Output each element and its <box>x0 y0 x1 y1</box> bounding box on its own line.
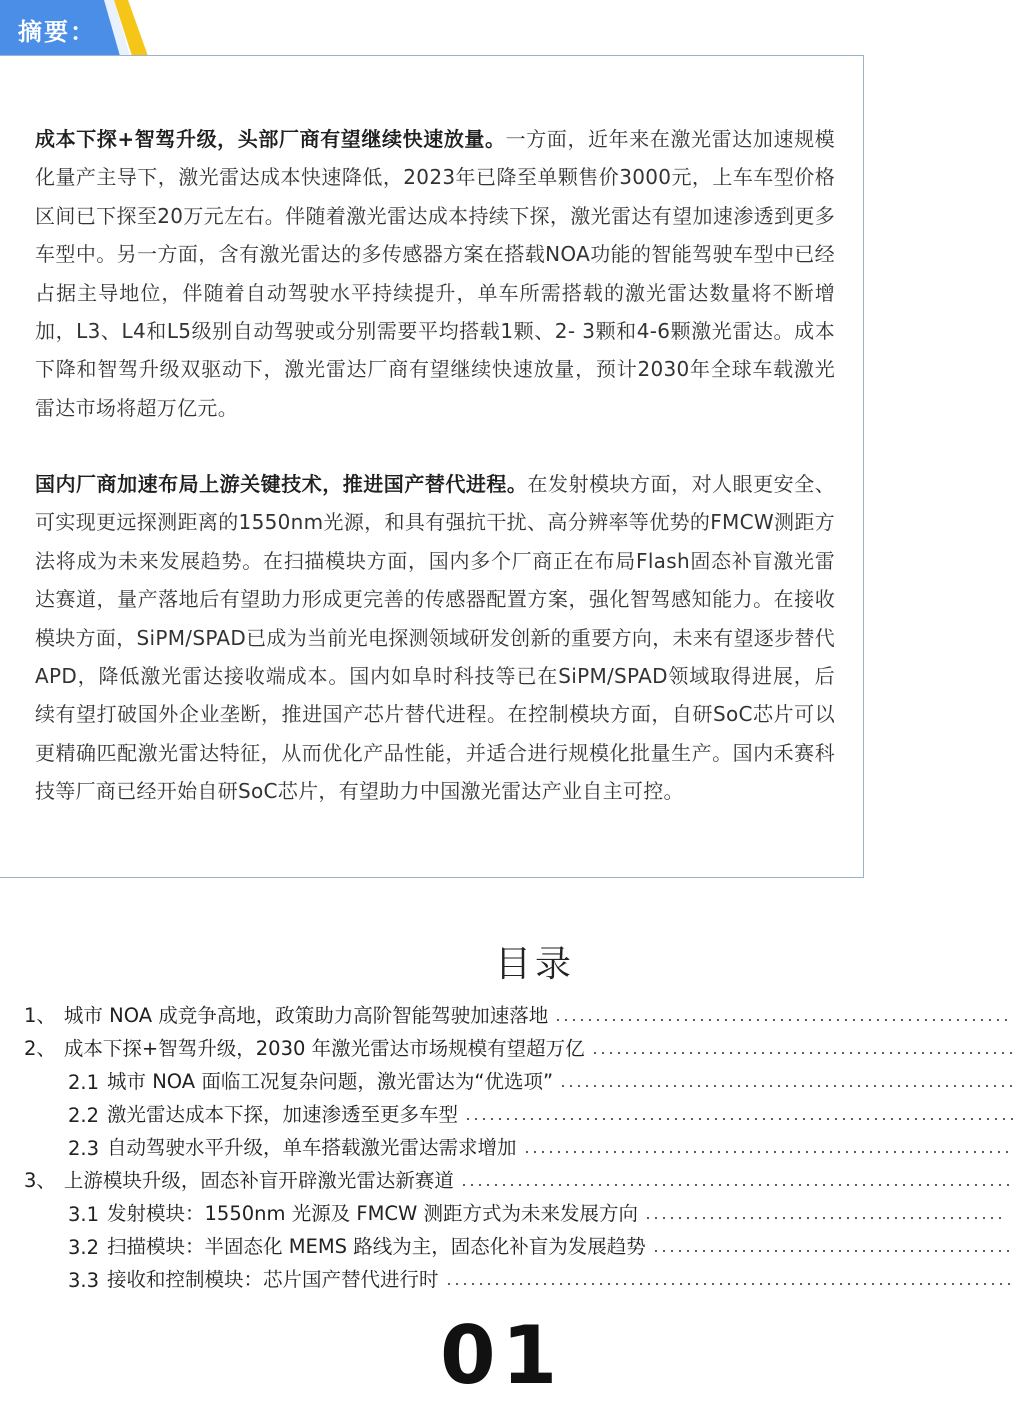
toc-item-title: 接收和控制模块：芯片国产替代进行时 <box>107 1268 439 1291</box>
toc-item-title: 发射模块：1550nm 光源及 FMCW 测距方式为未来发展方向 <box>107 1202 639 1225</box>
toc-item-title: 成本下探+智驾升级，2030 年激光雷达市场规模有望超万亿 <box>63 1037 585 1060</box>
toc-item-number: 2.3 <box>68 1137 100 1160</box>
paragraph-1-lead: 成本下探+智驾升级，头部厂商有望继续快速放量。 <box>35 127 506 151</box>
toc-item-number: 3.1 <box>68 1203 100 1226</box>
paragraph-2-body: 在发射模块方面，对人眼更安全、可实现更远探测距离的1550nm光源，和具有强抗干扰、高分辨率等优势的FMCW测距方法将成为未来发展趋势。在扫描模块方面，国内多个厂商正在布局Flash固态补盲激光雷达赛道，量产落地后有望助力形成更完善的传感器配置方案，强化智驾感知能力。在接收模块方面，SiPM/SPAD已成为当前光电探测领域研发创新的重要方向，未来有望逐步替代APD，降低激光雷达接收端成本。国内如阜时科技等已在SiPM/SPAD领域取得进展，后续有望打破国外企业垄断，推进国产芯片替代进程。在控制模块方面，自研SoC芯片可以更精确匹配激光雷达特征，从而优化产品性能，并适合进行规模化批量生产。国内禾赛科技等厂商已经开始自研SoC芯片，有望助力中国激光雷达产业自主可控。 <box>35 472 836 804</box>
paragraph-2-lead: 国内厂商加速布局上游关键技术，推进国产替代进程。 <box>35 472 528 496</box>
toc-item-title: 城市 NOA 面临工况复杂问题，激光雷达为“优选项” <box>107 1070 554 1093</box>
toc-item-number: 2.2 <box>68 1104 100 1127</box>
toc-dot-leader <box>460 1184 1013 1186</box>
toc-item-title: 城市 NOA 成竞争高地，政策助力高阶智能驾驶加速落地 <box>63 1004 549 1027</box>
toc-dot-leader <box>523 1151 1013 1153</box>
toc-item-2-1[interactable] <box>68 1060 1013 1094</box>
abstract-title: 摘要： <box>18 18 96 46</box>
page-number-fragment: 01 <box>440 1309 564 1402</box>
toc-item-number: 2、 <box>24 1037 56 1060</box>
toc-item-3-3[interactable] <box>68 1258 1013 1292</box>
paragraph-1-body: 一方面，近年来在激光雷达加速规模化量产主导下，激光雷达成本快速降低，2023年已降至单颗售价3000元，上车车型价格区间已下探至20万元左右。伴随着激光雷达成本持续下探，激光雷达有望加速渗透到更多车型中。另一方面，含有激光雷达的多传感器方案在搭载NOA功能的智能驾驶车型中已经占据主导地位，伴随着自动驾驶水平持续提升，单车所需搭载的激光雷达数量将不断增加，L3、L4和L5级别自动驾驶或分别需要平均搭载1颗、2- 3颗和4-6颗激光雷达。成本下降和智驾升级双驱动下，激光雷达厂商有望继续快速放量，预计2030年全球车载激光雷达市场将超万亿元。 <box>35 127 835 420</box>
toc-item-title: 上游模块升级，固态补盲开辟激光雷达新赛道 <box>63 1169 454 1192</box>
toc-dot-leader <box>591 1052 1013 1054</box>
toc-item-number: 3.3 <box>68 1269 100 1292</box>
abstract-paragraph-2 <box>35 465 835 811</box>
toc-item-3-1[interactable] <box>68 1192 1005 1226</box>
toc-item-title: 自动驾驶水平升级，单车搭载激光雷达需求增加 <box>107 1136 517 1159</box>
toc-item-3[interactable] <box>24 1159 1013 1193</box>
toc-item-1[interactable] <box>24 994 1013 1028</box>
toc-dot-leader <box>445 1283 1013 1285</box>
toc-item-3-2[interactable] <box>68 1225 1013 1259</box>
toc-item-number: 3、 <box>24 1169 56 1192</box>
toc-dot-leader <box>644 1217 1005 1219</box>
toc-item-2[interactable] <box>24 1027 1013 1061</box>
toc-item-number: 1、 <box>24 1004 56 1027</box>
toc-item-2-3[interactable] <box>68 1126 1013 1160</box>
toc-heading: 目录 <box>494 944 575 985</box>
toc-dot-leader <box>559 1085 1013 1087</box>
toc-item-number: 3.2 <box>68 1236 100 1259</box>
toc-dot-leader <box>652 1250 1013 1252</box>
abstract-paragraph-1 <box>35 120 835 427</box>
toc-item-2-2[interactable] <box>68 1093 1013 1127</box>
toc-item-title: 激光雷达成本下探，加速渗透至更多车型 <box>107 1103 459 1126</box>
toc-item-number: 2.1 <box>68 1071 100 1094</box>
abstract-box <box>0 55 864 878</box>
toc-item-title: 扫描模块：半固态化 MEMS 路线为主，固态化补盲为发展趋势 <box>107 1235 646 1258</box>
toc-dot-leader <box>464 1118 1013 1120</box>
toc-dot-leader <box>554 1019 1013 1021</box>
abstract-header-tab <box>0 0 150 56</box>
